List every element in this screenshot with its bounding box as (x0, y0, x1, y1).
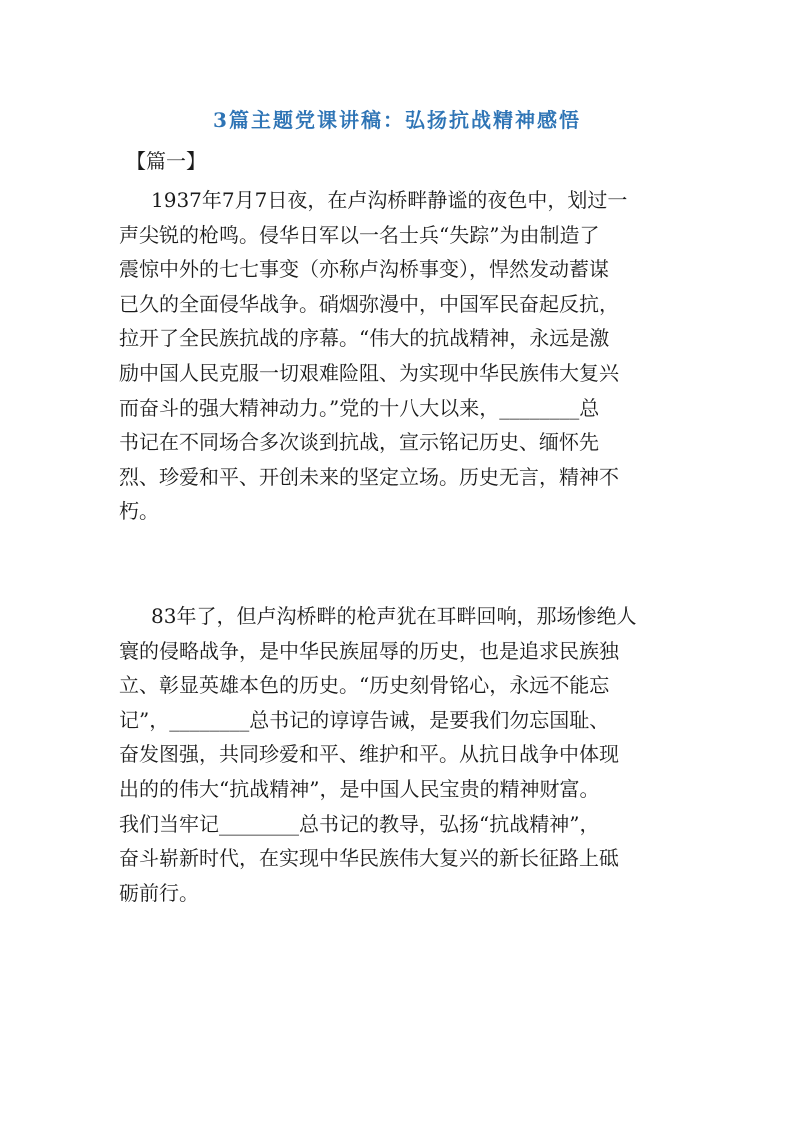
paragraph-line: 1937年7月7日夜，在卢沟桥畔静谧的夜色中，划过一 (151, 188, 628, 212)
paragraph-line: 奋发图强，共同珍爱和平、维护和平。从抗日战争中体现 (119, 742, 619, 767)
paragraph-line: 朽。 (119, 499, 159, 524)
paragraph-1 (119, 183, 679, 529)
paragraph-line: 而奋斗的强大精神动力。”党的十八大以来，________总 (119, 395, 600, 420)
paragraph-line: 震惊中外的七七事变（亦称卢沟桥事变），悍然发动蓄谋 (119, 257, 609, 282)
paragraph-line: 立、彰显英雄本色的历史。“历史刻骨铭心，永远不能忘 (119, 673, 610, 698)
document-title: 3篇主题党课讲稿：弘扬抗战精神感悟 (213, 108, 581, 132)
paragraph-line: 出的的伟大“抗战精神”，是中国人民宝贵的精神财富。 (119, 776, 600, 801)
paragraph-line: 83年了，但卢沟桥畔的枪声犹在耳畔回响，那场惨绝人 (151, 604, 637, 628)
paragraph-line: 砺前行。 (119, 880, 199, 905)
paragraph-line: 励中国人民克服一切艰难险阻、为实现中华民族伟大复兴 (119, 360, 619, 385)
paragraph-line: 我们当牢记________总书记的教导，弘扬“抗战精神”， (119, 811, 600, 836)
paragraph-line: 拉开了全民族抗战的序幕。“伟大的抗战精神，永远是激 (119, 326, 610, 351)
paragraph-line: 奋斗崭新时代，在实现中华民族伟大复兴的新长征路上砥 (119, 846, 619, 871)
paragraph-line: 书记在不同场合多次谈到抗战，宣示铭记历史、缅怀先 (119, 430, 599, 455)
paragraph-2 (119, 599, 679, 910)
section-label: 【篇一】 (126, 149, 206, 173)
paragraph-line: 烈、珍爱和平、开创未来的坚定立场。历史无言，精神不 (119, 464, 619, 489)
paragraph-line: 声尖锐的枪鸣。侵华日军以一名士兵“失踪”为由制造了 (119, 222, 600, 247)
paragraph-line: 已久的全面侵华战争。硝烟弥漫中，中国军民奋起反抗， (119, 291, 619, 316)
paragraph-line: 记”，________总书记的谆谆告诫，是要我们勿忘国耻、 (119, 707, 610, 732)
paragraph-line: 寰的侵略战争，是中华民族屈辱的历史，也是追求民族独 (119, 638, 619, 663)
